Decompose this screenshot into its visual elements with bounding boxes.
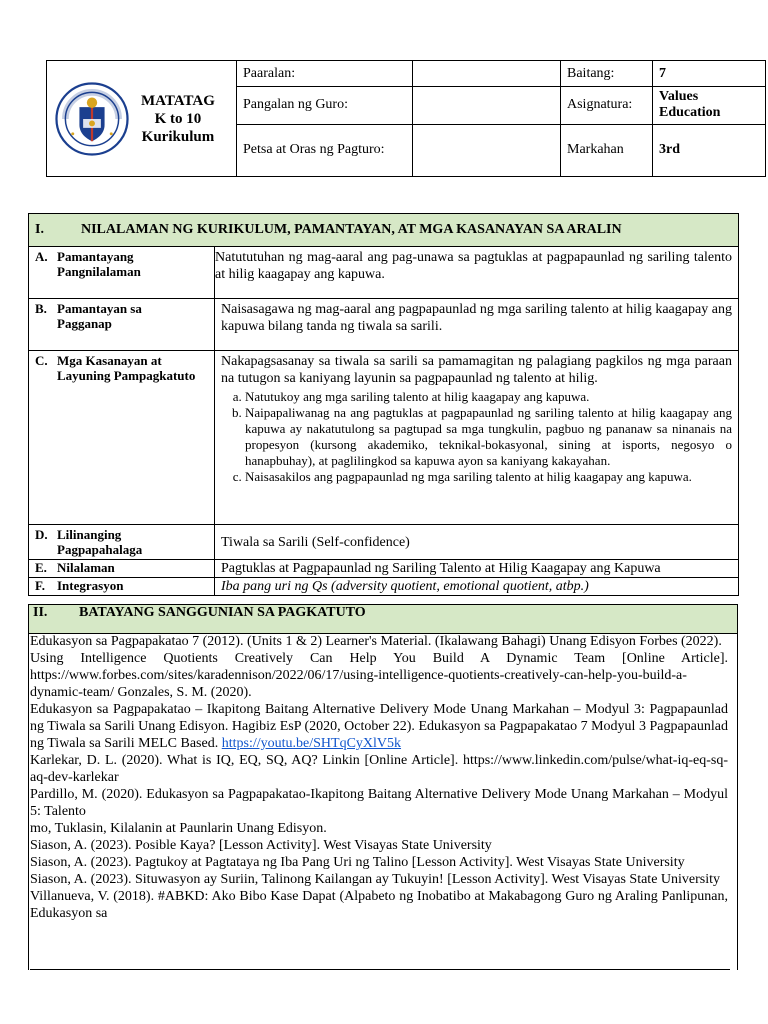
deped-seal-icon — [55, 82, 129, 156]
section-2-right-border — [737, 632, 738, 970]
content-topic-text: Pagtuklas at Pagpapaunlad ng Sariling Talento at Hilig Kaagapay ang Kapuwa — [215, 560, 739, 578]
row-label-a: Mga Kasanayan at — [57, 353, 162, 368]
row-letter: E. — [35, 560, 47, 575]
content-standard-text: Natututuhan ng mag-aaral ang pag-unawa sa pagtuklas at pagpapaunlad ng sariling talento at hilig kaagapay ang kapuwa. — [215, 247, 739, 299]
list-item: c. Naisasakilos ang pagpapaunlad ng mga sariling talento at hilig kaagapay ang kapuwa. — [245, 469, 732, 485]
youtube-link[interactable]: https://youtu.be/SHTqCyXlV5k — [221, 736, 402, 751]
reference-item: Villanueva, V. (2018). #ABKD: Ako Bibo Kase Dapat (Alpabeto ng Inobatibo at Makabagong Guro ng Araling Panlipunan, Edukasyon sa — [30, 889, 728, 921]
logo-cell — [47, 61, 237, 177]
table-row — [29, 578, 739, 596]
teacher-label: Pangalan ng Guro: — [237, 87, 413, 124]
values-text: Tiwala sa Sarili (Self-confidence) — [215, 525, 739, 560]
brand-line-3: Kurikulum — [141, 128, 215, 145]
learning-competencies-cell — [215, 351, 739, 525]
row-label-b: Pagpapahalaga — [57, 542, 143, 557]
reference-item: Pardillo, M. (2020). Edukasyon sa Pagpapakatao-Ikapitong Baitang Alternative Delivery Mode Unang Markahan – Modyul 5: Talento — [30, 787, 728, 819]
reference-item: Siason, A. (2023). Pagtukoy at Pagtataya ng Iba Pang Uri ng Talino [Lesson Activity]. West Visayas State University — [30, 855, 685, 870]
subject-value: Values Education — [653, 87, 766, 124]
row-label — [29, 578, 215, 596]
reference-item: Karlekar, D. L. (2020). What is IQ, EQ, SQ, AQ? Linkin [Online Article]. https://www.linkedin.com/pulse/what-iq-eq-sq-aq-dev-karlekar — [30, 753, 728, 785]
section-2-header — [28, 604, 738, 634]
reference-item: Siason, A. (2023). Posible Kaya? [Lesson Activity]. West Visayas State University — [30, 838, 492, 853]
date-time-value[interactable] — [413, 124, 561, 176]
row-label-b: Pagganap — [57, 316, 112, 331]
reference-item: Siason, A. (2023). Situwasyon ay Suriin, Talinong Kailangan ay Tukuyin! [Lesson Activity]. West Visayas State University — [30, 872, 721, 887]
curriculum-brand — [141, 92, 215, 146]
bottom-rule — [30, 969, 730, 970]
table-row — [29, 299, 739, 351]
references-list — [30, 633, 728, 922]
table-row — [29, 247, 739, 299]
table-row — [29, 560, 739, 578]
integration-text: Iba pang uri ng Qs (adversity quotient, emotional quotient, atbp.) — [215, 578, 739, 596]
grade-label: Baitang: — [561, 61, 653, 87]
row-label-a: Nilalaman — [57, 560, 115, 575]
section-1-header — [29, 214, 739, 247]
section-1-title: NILALAMAN NG KURIKULUM, PAMANTAYAN, AT MGA KASANAYAN SA ARALIN — [81, 222, 622, 237]
competency-intro: Nakapagsasanay sa tiwala sa sarili sa pamamagitan ng palagiang pagkilos ng mga paraan na tutugon sa kaniyang layunin sa pagpapaunlad ng talento at hilig. — [221, 354, 732, 386]
reference-item: mo, Tuklasin, Kilalanin at Paunlarin Unang Edisyon. — [30, 821, 327, 836]
brand-line-1: MATATAG — [141, 92, 215, 109]
row-letter: B. — [35, 301, 47, 316]
row-label-a: Pamantayang — [57, 249, 134, 264]
section-2-left-border — [28, 632, 29, 970]
school-label: Paaralan: — [237, 61, 413, 87]
reference-item: Using Intelligence Quotients Creatively Can Help You Build A Dynamic Team [Online Article]. https://www.forbes.com/sites/karadennison/2022/06/17/using-intelligence-quotients-creatively-can-help-you-build-a-dynamic-team/ Gonzales, S. M. (2020). — [30, 651, 728, 700]
quarter-value: 3rd — [653, 124, 766, 176]
row-label-b: Pangnilalaman — [57, 264, 141, 279]
brand-line-2: K to 10 — [154, 110, 202, 127]
school-value[interactable] — [413, 61, 561, 87]
table-row — [29, 351, 739, 525]
list-item: b. Naipapaliwanag na ang pagtuklas at pagpapaunlad ng sariling talento at hilig kaagapay ang kapuwa ay nakatutulong sa pagtupad sa mga tungkulin, pagbuo ng pananaw sa ninanais na propesyon (kursong akademiko, teknikal-bokasyonal, sining at isports, negosyo o hanapbuhay), at paglilingkod sa kapuwa ayon sa kaniyang kakayahan. — [245, 405, 732, 469]
section-2-title: BATAYANG SANGGUNIAN SA PAGKATUTO — [79, 605, 366, 620]
row-label — [29, 560, 215, 578]
teacher-value[interactable] — [413, 87, 561, 124]
reference-item — [30, 701, 728, 752]
grade-value: 7 — [653, 61, 766, 87]
header-table — [46, 60, 766, 177]
row-label — [29, 299, 215, 351]
row-letter: F. — [35, 578, 45, 593]
row-label-b: Layuning Pampagkatuto — [57, 368, 196, 383]
list-item: a. Natutukoy ang mga sariling talento at hilig kaagapay ang kapuwa. — [245, 389, 732, 405]
row-label-a: Lilinanging — [57, 527, 122, 542]
performance-standard-text: Naisasagawa ng mag-aaral ang pagpapaunlad ng mga sariling talento at hilig kaagapay ang kapuwa bilang tanda ng tiwala sa sarili. — [215, 299, 739, 351]
row-label-a: Integrasyon — [57, 578, 124, 593]
competency-list — [221, 389, 732, 485]
row-letter: D. — [35, 527, 48, 542]
row-label — [29, 525, 215, 560]
table-row — [29, 525, 739, 560]
section-2-number: II. — [33, 605, 48, 620]
curriculum-content-table — [28, 213, 739, 596]
row-letter: C. — [35, 353, 48, 368]
section-1-number: I. — [35, 222, 44, 237]
reference-item: Edukasyon sa Pagpapakatao 7 (2012). (Units 1 & 2) Learner's Material. (Ikalawang Bahagi) Unang Edisyon Forbes (2022). — [30, 634, 722, 649]
date-time-label: Petsa at Oras ng Pagturo: — [237, 124, 413, 176]
reference-text: Edukasyon sa Pagpapakatao – Ikapitong Baitang Alternative Delivery Mode Unang Markahan – Modyul 3: Pagpapaunlad ng Tiwala sa Sarili Unang Edisyon. Hagibiz EsP (2020, October 22). Edukasyon sa Pagpapakatao 7 Modyul 3 Pagpapaunlad ng Tiwala sa Sarili MELC Based. — [30, 702, 728, 751]
subject-label: Asignatura: — [561, 87, 653, 124]
quarter-label: Markahan — [561, 124, 653, 176]
row-label — [29, 247, 215, 299]
row-letter: A. — [35, 249, 48, 264]
row-label-a: Pamantayan sa — [57, 301, 142, 316]
row-label — [29, 351, 215, 525]
